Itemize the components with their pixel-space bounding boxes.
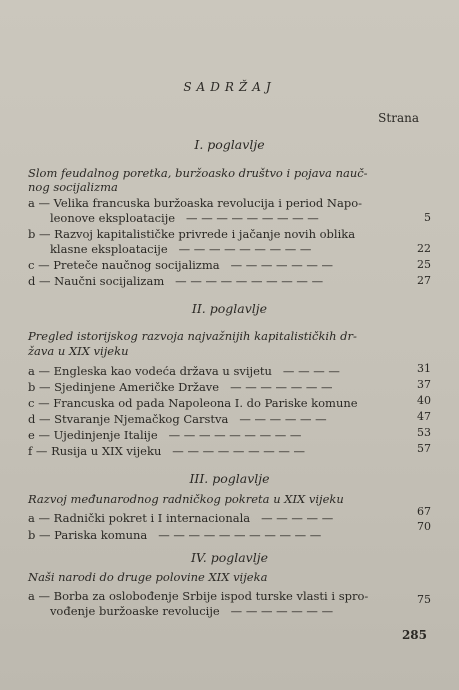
toc-page-number: 31 [417,362,431,375]
contents-title: SADRŽAJ [183,80,276,94]
toc-entry: a — Engleska kao vodeća država u svijetu — — — — [28,364,340,378]
chapter-2-title-line-1: Pregled istorijskog razvoja najvažnijih kapitalističkih dr- [28,329,357,343]
toc-entry: c — Francuska od pada Napoleona I. do Pariske komune [28,396,358,410]
toc-entry: b — Pariska komuna — — — — — — — — — — — [28,528,322,542]
chapter-4-title: Naši narodi do druge polovine XIX vijeka [28,570,268,584]
chapter-2-title-line-2: žava u XIX vijeku [28,344,129,358]
folio-number: 285 [401,628,427,642]
toc-page-number: 75 [417,593,431,606]
toc-page-number: 57 [417,442,431,455]
chapter-3-heading: III. poglavlje [189,471,270,486]
toc-page-number: 67 [417,505,431,518]
toc-page-number: 5 [424,211,431,224]
chapter-1-title-line-1: Slom feudalnog poretka, buržoasko društvo i pojava nauč- [28,166,368,180]
chapter-1-title-line-2: nog socijalizma [28,180,118,194]
toc-entry: e — Ujedinjenje Italije — — — — — — — — — [28,428,302,442]
chapter-3-title: Razvoj međunarodnog radničkog pokreta u XIX vijeku [28,492,344,506]
toc-entry: b — Sjedinjene Američke Države — — — — — — — [28,380,333,394]
toc-page-number: 27 [417,274,431,287]
toc-entry: d — Naučni socijalizam — — — — — — — — — — [28,274,324,288]
chapter-2-heading: II. poglavlje [191,301,268,316]
toc-page-number: 70 [417,520,431,533]
chapter-1-heading: I. poglavlje [194,137,265,152]
toc-entry: a — Velika francuska buržoaska revolucija i period Napo- leonove eksploatacije — — — — — — — — — [28,196,362,225]
toc-page-number: 47 [417,410,431,423]
toc-entry: d — Stvaranje Njemačkog Carstva — — — — — — [28,412,327,426]
toc-entry: a — Radnički pokret i I internacionala — — — — — [28,511,334,525]
toc-page-number: 40 [417,394,431,407]
toc-page-number: 25 [417,258,431,271]
page-column-label: Strana [378,111,419,125]
toc-page-number: 53 [417,426,431,439]
toc-entry: c — Preteče naučnog socijalizma — — — — — — — [28,258,334,272]
toc-entry: f — Rusija u XIX vijeku — — — — — — — — — [28,444,306,458]
toc-entry: b — Razvoj kapitalističke privrede i jačanje novih oblika klasne eksploatacije — — — — — — — — — [28,227,356,256]
toc-page-number: 37 [417,378,431,391]
chapter-4-heading: IV. poglavlje [190,550,269,565]
toc-page-number: 22 [417,242,431,255]
toc-entry: a — Borba za oslobođenje Srbije ispod turske vlasti i spro- vođenje buržoaske revolucije — — — — — — — [28,589,369,618]
